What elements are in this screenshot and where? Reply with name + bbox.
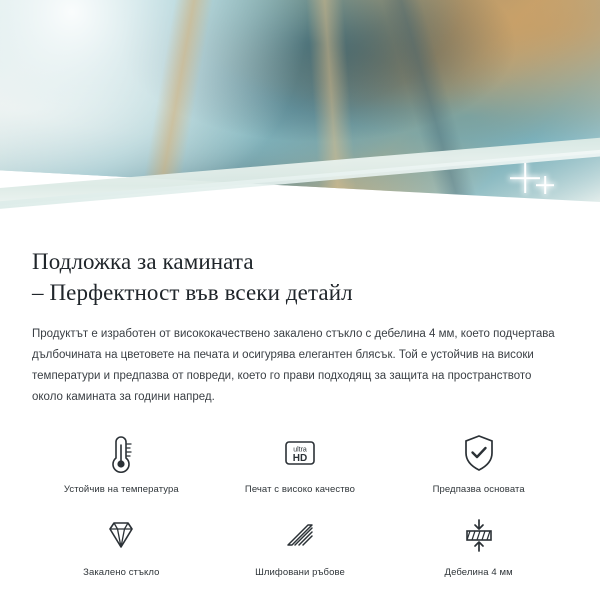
feature-label: Печат с високо качество [244, 484, 356, 495]
svg-text:HD: HD [292, 453, 308, 464]
hero-image [0, 0, 600, 222]
diamond-icon [98, 513, 144, 559]
content-area [0, 246, 600, 578]
feature-label: Дебелина 4 мм [444, 567, 513, 578]
svg-text:ultra: ultra [293, 446, 307, 454]
feature-label: Закалено стъкло [83, 567, 160, 578]
headline-line-1: Подложка за камината [32, 249, 254, 274]
feature-item [32, 430, 211, 495]
page-title [32, 246, 568, 308]
feature-item [32, 513, 211, 578]
feature-label: Шлифовани ръбове [255, 567, 345, 578]
description-paragraph: Продуктът е изработен от висококачествено закалено стъкло с дебелина 4 мм, което подчертава дълбочината на цветовете на печата и осигурява елегантен блясък. Той е устойчив на високи температури и предпазва от повреди, което го прави подходящ за защита на пространството около камината за години напред. [32, 328, 555, 403]
feature-label: Предпазва основата [432, 484, 525, 495]
thickness-arrows-icon [456, 513, 502, 559]
feature-grid [32, 430, 568, 578]
headline-line-2: – Перфектност във всеки детайл [32, 280, 353, 305]
feature-label: Устойчив на температура [63, 484, 179, 495]
feature-item [389, 430, 568, 495]
feature-item [211, 513, 390, 578]
feature-item [389, 513, 568, 578]
thermometer-icon [98, 430, 144, 476]
shield-check-icon [456, 430, 502, 476]
ultra-hd-icon [277, 430, 323, 476]
sparkle-icon [536, 176, 554, 194]
polished-edges-icon [277, 513, 323, 559]
feature-item [211, 430, 390, 495]
